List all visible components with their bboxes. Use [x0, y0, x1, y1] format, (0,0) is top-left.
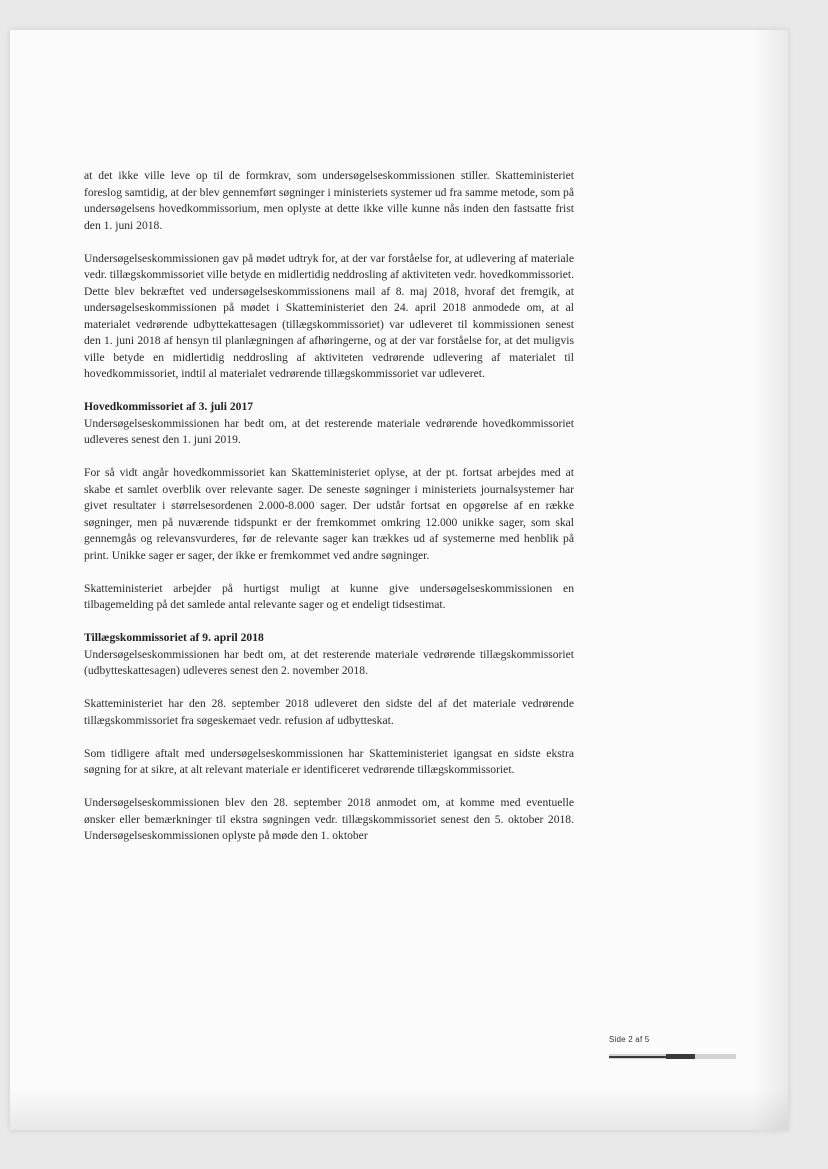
- paragraph-tillaeg-search: Som tidligere aftalt med undersøgelseskommissionen har Skatteministeriet igangsat en sidste ekstra søgning for at sikre, at alt relevant materiale er identificeret vedrørende tillægskommissoriet.: [84, 746, 574, 776]
- page-shadow-bottom: [10, 1090, 788, 1130]
- paragraph-tillaeg-delivered: Skatteministeriet har den 28. september 2018 udleveret den sidste del af det materiale vedrørende tillægskommissoriet fra søgeskemaet vedr. refusion af udbytteskat.: [84, 697, 574, 727]
- paragraph-hoved-followup: Skatteministeriet arbejder på hurtigst muligt at kunne give undersøgelseskommissionen en tilbagemelding på det samlede antal relevante sager og et endeligt tidsestimat.: [84, 581, 574, 611]
- document-body: [84, 168, 574, 861]
- page-number-label: Side 2 af 5: [609, 1035, 650, 1044]
- paragraph-meeting: Undersøgelseskommissionen gav på mødet udtryk for, at der var forståelse for, at udlevering af materiale vedr. tillægskommissoriet ville betyde en midlertidig neddrosling af aktiviteten vedr. hovedkommissoriet. Dette blev bekræftet ved undersøgelseskommissionens mail af 8. maj 2018, hvoraf det fremgik, at undersøgelseskommissionen på mødet i Skatteministeriet den 24. april 2018 anmodede om, at al materialet vedrørende udbyttekattesagen (tillægskommissoriet) var udleveret til kommissionen senest den 1. juni 2018 af hensyn til planlægningen af afhøringerne, og at der var forståelse for, at det muligvis ville betyde en midlertidig neddrosling af aktiviteten vedrørende udlevering af materialet til hovedkommissoriet, indtil al materialet vedrørende tillægskommissoriet var udleveret.: [84, 251, 574, 380]
- paragraph-tillaeg-request: Undersøgelseskommissionen har bedt om, at det resterende materiale vedrørende tillægskommissoriet (udbytteskattesagen) udleveres senest den 2. november 2018.: [84, 647, 574, 677]
- page-progress-fill: [666, 1054, 695, 1059]
- page-progress-line: [609, 1056, 669, 1058]
- paragraph-tillaeg-deadline: Undersøgelseskommissionen blev den 28. september 2018 anmodet om, at komme med eventuelle ønsker eller bemærkninger til ekstra søgningen vedr. tillægskommissoriet senest den 5. oktober 2018. Undersøgelseskommissionen oplyste på møde den 1. oktober: [84, 796, 574, 842]
- paragraph-hoved-request: Undersøgelseskommissionen har bedt om, at det resterende materiale vedrørende hovedkommissoriet udleveres senest den 1. juni 2019.: [84, 416, 574, 446]
- page-progress-bar: [609, 1054, 736, 1059]
- paragraph-hoved-status: For så vidt angår hovedkommissoriet kan Skatteministeriet oplyse, at der pt. fortsat arbejdes med at skabe et samlet overblik over relevante sager. De seneste søgninger i ministeriets journalsystemer har givet resultater i størrelsesordenen 2.000-8.000 sager. Der udstår fortsat en opgørelse af en række søgninger, men på nuværende tidspunkt er der fremkommet omkring 12.000 unikke sager, som skal gennemgås og relevansvurderes, før de relevante sager kan trækkes ud af systemerne med henblik på print. Unikke sager er sager, der ikke er fremkommet ved andre søgninger.: [84, 466, 574, 562]
- paragraph-intro: at det ikke ville leve op til de formkrav, som undersøgelseskommissionen stiller. Skatteministeriet foreslog samtidig, at der blev gennemført søgninger i ministeriets systemer ud fra samme metode, som på undersøgelsens hovedkommissorium, men oplyste at dette ikke ville kunne nås inden den fastsatte frist den 1. juni 2018.: [84, 169, 574, 232]
- section-heading-hovedkommissoriet: Hovedkommissoriet af 3. juli 2017: [84, 400, 254, 413]
- page-shadow-right: [752, 30, 788, 1130]
- section-heading-tillaegskommissoriet: Tillægskommissoriet af 9. april 2018: [84, 631, 264, 644]
